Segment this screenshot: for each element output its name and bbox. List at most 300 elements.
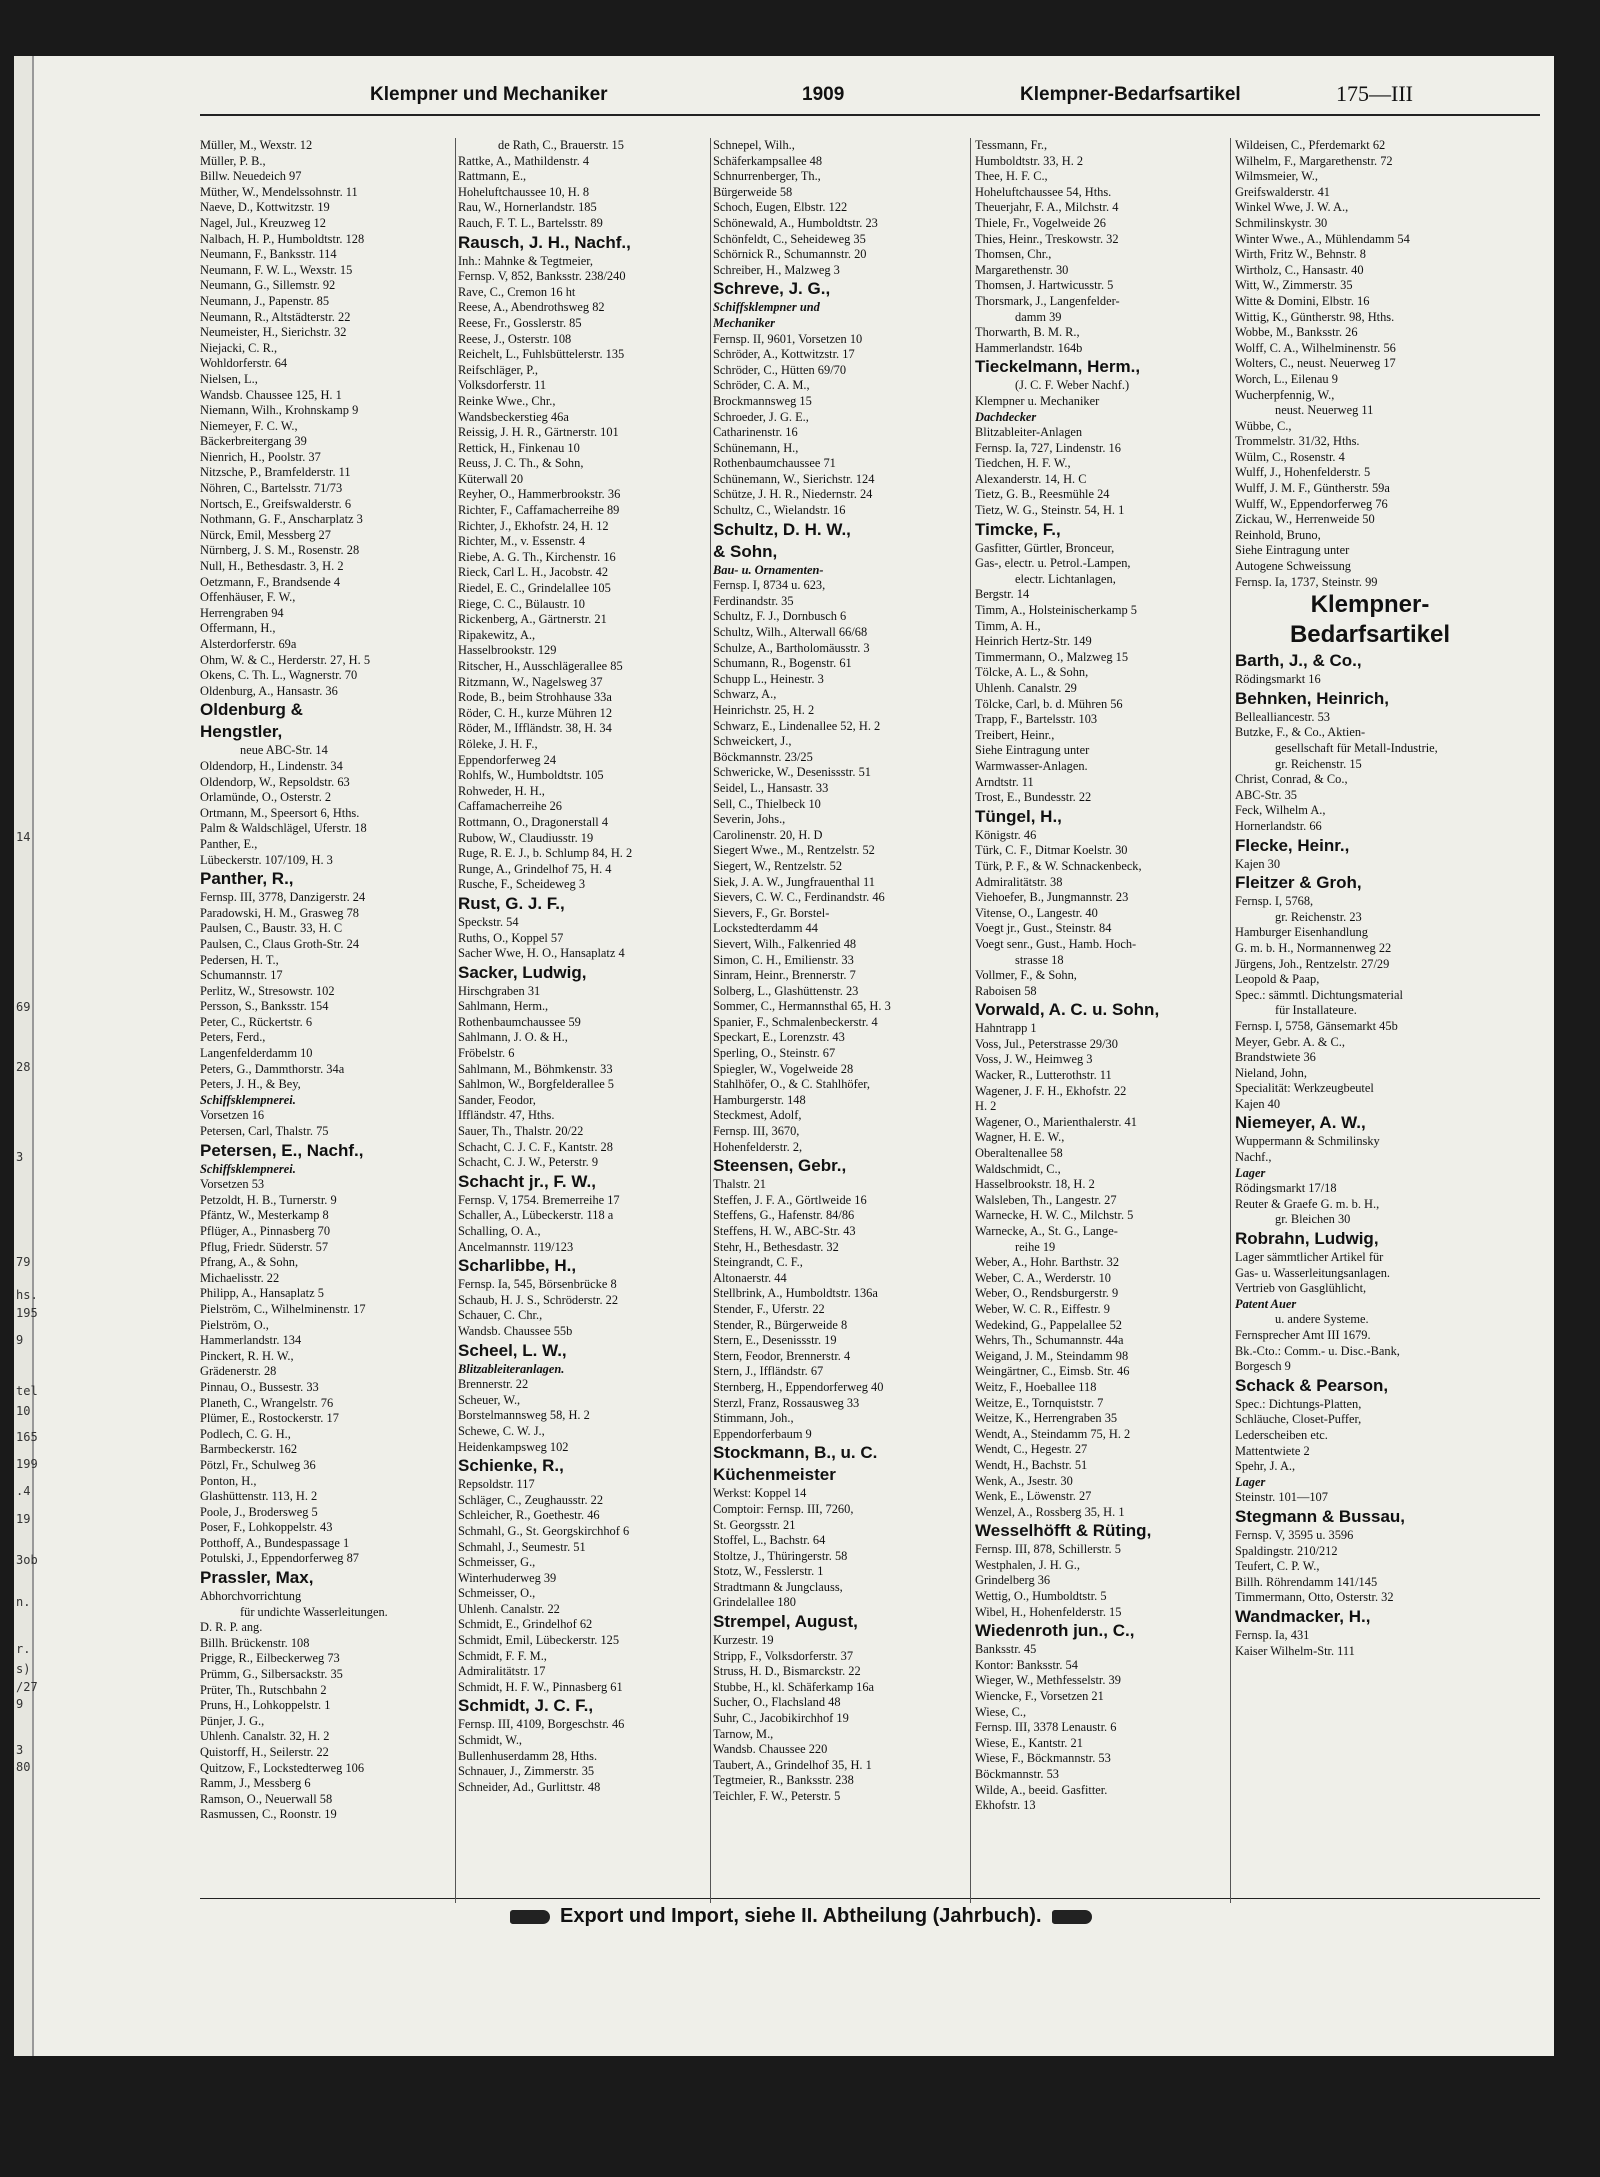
directory-line: Prassler, Max, xyxy=(200,1568,314,1588)
directory-line: Sahlmann, J. O. & H., xyxy=(458,1030,568,1045)
directory-line: Panther, R., xyxy=(200,869,294,889)
directory-line: Schörnick R., Schumannstr. 20 xyxy=(713,247,867,262)
directory-line: Fernsp. Ia, 431 xyxy=(1235,1627,1310,1642)
directory-line: Wilhelm, F., Margarethenstr. 72 xyxy=(1235,153,1393,168)
directory-line: Schmidt, E., Grindelhof 62 xyxy=(458,1617,593,1632)
directory-line: Billw. Neuedeich 97 xyxy=(200,169,302,184)
margin-number: 3 xyxy=(16,1150,24,1164)
margin-number: 14 xyxy=(16,830,31,844)
directory-line: Wulff, J., Hohenfelderstr. 5 xyxy=(1235,465,1371,480)
directory-line: Neumann, R., Altstädterstr. 22 xyxy=(200,309,351,324)
directory-line: Reissig, J. H. R., Gärtnerstr. 101 xyxy=(458,425,619,440)
directory-line: Sterzl, Franz, Rossausweg 33 xyxy=(713,1395,860,1410)
directory-line: Rothenbaumchaussee 59 xyxy=(458,1014,581,1029)
directory-line: Strempel, August, xyxy=(713,1612,858,1632)
directory-line: Theuerjahr, F. A., Milchstr. 4 xyxy=(975,200,1119,215)
directory-line: Wirth, Fritz W., Behnstr. 8 xyxy=(1235,247,1366,262)
directory-line: Wagener, O., Marienthalerstr. 41 xyxy=(975,1114,1137,1129)
directory-line: Trommelstr. 31/32, Hths. xyxy=(1235,434,1360,449)
directory-line: Greifswalderstr. 41 xyxy=(1235,184,1330,199)
directory-line: Richter, J., Ekhofstr. 24, H. 12 xyxy=(458,518,609,533)
directory-line: Stern, J., Iffländstr. 67 xyxy=(713,1364,824,1379)
directory-line: Jürgens, Joh., Rentzelstr. 27/29 xyxy=(1235,956,1390,971)
directory-line: Autogene Schweissung xyxy=(1235,559,1351,574)
directory-line: Speckstr. 54 xyxy=(458,914,519,929)
directory-line: Stahlhöfer, O., & C. Stahlhöfer, xyxy=(713,1077,870,1092)
directory-line: Hoheluftchaussee 54, Hths. xyxy=(975,184,1112,199)
pointing-hand-icon xyxy=(1052,1910,1092,1924)
directory-line: Bellealliancestr. 53 xyxy=(1235,709,1330,724)
directory-line: Schütze, J. H. R., Niedernstr. 24 xyxy=(713,487,873,502)
directory-line: Sievers, C. W. C., Ferdinandstr. 46 xyxy=(713,890,885,905)
directory-line: Wacker, R., Lutterothstr. 11 xyxy=(975,1068,1112,1083)
directory-line: Müller, M., Wexstr. 12 xyxy=(200,138,313,152)
directory-line: Schröder, C., Hütten 69/70 xyxy=(713,362,847,377)
directory-line: Voss, J. W., Heimweg 3 xyxy=(975,1052,1093,1067)
directory-line: Taubert, A., Grindelhof 35, H. 1 xyxy=(713,1757,872,1772)
directory-line: Rohlfs, W., Humboldtstr. 105 xyxy=(458,768,604,783)
directory-line: Hasselbrookstr. 129 xyxy=(458,643,557,658)
directory-line: Oberaltenallee 58 xyxy=(975,1146,1063,1161)
header-left-title: Klempner und Mechaniker xyxy=(370,84,608,105)
directory-line: Lager xyxy=(1235,1474,1266,1489)
directory-line: Suhr, C., Jacobikirchhof 19 xyxy=(713,1711,849,1726)
directory-line: Oetzmann, F., Brandsende 4 xyxy=(200,574,341,589)
directory-line: damm 39 xyxy=(1015,309,1062,324)
directory-line: Michaelisstr. 22 xyxy=(200,1270,280,1285)
directory-line: Grindelallee 180 xyxy=(713,1595,796,1610)
directory-line: Schumannstr. 17 xyxy=(200,968,283,983)
directory-line: Timmermann, O., Malzweg 15 xyxy=(975,649,1129,664)
directory-line: Paulsen, C., Baustr. 33, H. C xyxy=(200,921,343,936)
directory-line: Naeve, D., Kottwitzstr. 19 xyxy=(200,200,330,215)
directory-line: Gas-, electr. u. Petrol.-Lampen, xyxy=(975,556,1131,571)
directory-line: Pünjer, J. G., xyxy=(200,1713,265,1728)
directory-line: Timcke, F., xyxy=(975,519,1061,539)
directory-line: Tietz, W. G., Steinstr. 54, H. 1 xyxy=(975,503,1125,518)
directory-line: Schröder, C. A. M., xyxy=(713,378,810,393)
directory-line: Spec.: Dichtungs-Platten, xyxy=(1235,1396,1362,1411)
directory-line: Wittig, K., Güntherstr. 98, Hths. xyxy=(1235,309,1395,324)
directory-line: Fernsp. I, 5758, Gänsemarkt 45b xyxy=(1235,1018,1398,1033)
directory-line: Billh. Brückenstr. 108 xyxy=(200,1635,310,1650)
directory-line: Nagel, Jul., Kreuzweg 12 xyxy=(200,215,326,230)
directory-line: Fernsp. III, 3778, Danzigerstr. 24 xyxy=(200,890,366,905)
directory-line: Ruge, R. E. J., b. Schlump 84, H. 2 xyxy=(458,846,633,861)
directory-line: Schauer, C. Chr., xyxy=(458,1308,543,1323)
directory-line: Bk.-Cto.: Comm.- u. Disc.-Bank, xyxy=(1235,1343,1400,1358)
directory-line: Ripakewitz, A., xyxy=(458,627,536,642)
directory-line: Sucher, O., Flachsland 48 xyxy=(713,1695,841,1710)
directory-line: G. m. b. H., Normannenweg 22 xyxy=(1235,940,1392,955)
directory-line: neue ABC-Str. 14 xyxy=(240,743,328,758)
directory-line: Wagner, H. E. W., xyxy=(975,1130,1065,1145)
directory-line: Stehr, H., Bethesdastr. 32 xyxy=(713,1239,839,1254)
directory-line: Westphalen, J. H. G., xyxy=(975,1557,1080,1572)
footer-text: Export und Import, siehe II. Abtheilung (Jahrbuch). xyxy=(560,1905,1042,1927)
directory-line: Reichelt, L., Fuhlsbüttelerstr. 135 xyxy=(458,347,625,362)
directory-line: Dachdecker xyxy=(975,409,1037,424)
directory-line: Peter, C., Rückertstr. 6 xyxy=(200,1014,313,1029)
directory-line: Timm, A., Holsteinischerkamp 5 xyxy=(975,603,1137,618)
directory-line: Thiele, Fr., Vogelweide 26 xyxy=(975,215,1107,230)
directory-line: Banksstr. 45 xyxy=(975,1642,1037,1657)
directory-line: Okens, C. Th. L., Wagnerstr. 70 xyxy=(200,668,358,683)
directory-line: Wettig, O., Humboldtstr. 5 xyxy=(975,1589,1107,1604)
directory-line: Lockstedterdamm 44 xyxy=(713,921,818,936)
margin-number: 28 xyxy=(16,1060,31,1074)
directory-line: Hammerlandstr. 164b xyxy=(975,340,1083,355)
directory-line: Oldendorp, H., Lindenstr. 34 xyxy=(200,758,343,773)
directory-line: Fleitzer & Groh, xyxy=(1235,873,1362,893)
directory-line: Witt, W., Zimmerstr. 35 xyxy=(1235,278,1353,293)
directory-line: Schmidt, F. F. M., xyxy=(458,1648,547,1663)
directory-line: Kurzestr. 19 xyxy=(713,1633,774,1648)
directory-line: Winter Wwe., A., Mühlendamm 54 xyxy=(1235,231,1410,246)
margin-number: 199 xyxy=(16,1457,38,1471)
directory-line: Ramm, J., Messberg 6 xyxy=(200,1776,311,1791)
directory-line: Schnepel, Wilh., xyxy=(713,138,795,152)
directory-line: Schröder, A., Kottwitzstr. 17 xyxy=(713,347,855,362)
directory-line: Rubow, W., Claudiusstr. 19 xyxy=(458,830,594,845)
directory-line: Rausch, J. H., Nachf., xyxy=(458,232,631,252)
directory-line: Rattmann, E., xyxy=(458,169,527,184)
directory-line: Treibert, Heinr., xyxy=(975,727,1055,742)
column-2 xyxy=(458,138,708,1795)
directory-line: Hohenfelderstr. 2, xyxy=(713,1139,803,1154)
directory-line: Trost, E., Bundesstr. 22 xyxy=(975,790,1092,805)
directory-line: Sahlmann, M., Böhmkenstr. 33 xyxy=(458,1061,613,1076)
directory-line: Vitense, O., Langestr. 40 xyxy=(975,905,1098,920)
margin-number: 165 xyxy=(16,1430,38,1444)
directory-line: Warnecke, A., St. G., Lange- xyxy=(975,1224,1118,1238)
directory-line: neust. Neuerweg 11 xyxy=(1275,403,1374,418)
directory-line: Wandsb. Chaussee 55b xyxy=(458,1323,573,1338)
directory-line: Thorsmark, J., Langenfelder- xyxy=(975,293,1120,308)
directory-line: Comptoir: Fernsp. III, 7260, xyxy=(713,1501,854,1516)
directory-line: Spiegler, W., Vogelweide 28 xyxy=(713,1061,854,1076)
directory-line: Rauch, F. T. L., Bartelsstr. 89 xyxy=(458,215,603,230)
directory-line: Potthoff, A., Bundespassage 1 xyxy=(200,1535,350,1550)
directory-line: Küterwall 20 xyxy=(458,471,524,486)
directory-line: Wibel, H., Hohenfelderstr. 15 xyxy=(975,1604,1122,1619)
directory-line: Wilde, A., beeid. Gasfitter. xyxy=(975,1782,1108,1797)
directory-line: Steingrandt, C. F., xyxy=(713,1255,803,1270)
directory-line: Riege, C. C., Bülaustr. 10 xyxy=(458,596,586,611)
directory-line: Weigand, J. M., Steindamm 98 xyxy=(975,1348,1129,1363)
directory-line: Butzke, F., & Co., Aktien- xyxy=(1235,725,1366,740)
directory-line: Schwericke, W., Desenissstr. 51 xyxy=(713,765,871,780)
directory-line: Sander, Feodor, xyxy=(458,1092,536,1107)
directory-line: Kaiser Wilhelm-Str. 111 xyxy=(1235,1643,1355,1658)
directory-line: Klempner- xyxy=(1310,591,1430,619)
directory-line: Reuter & Graefe G. m. b. H., xyxy=(1235,1196,1380,1211)
directory-line: Werkst: Koppel 14 xyxy=(713,1486,807,1501)
directory-line: Thorwarth, B. M. R., xyxy=(975,325,1080,340)
directory-line: Panther, E., xyxy=(200,836,258,851)
directory-line: Wagener, J. F. H., Ekhofstr. 22 xyxy=(975,1083,1127,1098)
directory-line: Fröbelstr. 6 xyxy=(458,1046,515,1061)
directory-line: Fernsp. I, 8734 u. 623, xyxy=(713,578,826,593)
directory-line: Teichler, F. W., Peterstr. 5 xyxy=(713,1789,841,1803)
directory-line: Fernsprecher Amt III 1679. xyxy=(1235,1328,1371,1342)
directory-line: Eppendorferbaum 9 xyxy=(713,1426,812,1441)
directory-line: Sahlmon, W., Borgfelderallee 5 xyxy=(458,1077,615,1092)
directory-line: Wendt, A., Steindamm 75, H. 2 xyxy=(975,1426,1131,1441)
directory-line: electr. Lichtanlagen, xyxy=(1015,571,1116,586)
directory-line: Schönewald, A., Humboldtstr. 23 xyxy=(713,215,878,230)
directory-line: Hammerlandstr. 134 xyxy=(200,1333,302,1348)
directory-line: Wübbe, C., xyxy=(1235,418,1292,433)
directory-line: Weber, O., Rendsburgerstr. 9 xyxy=(975,1286,1119,1301)
directory-line: Weber, C. A., Werderstr. 10 xyxy=(975,1270,1111,1285)
footer-rule xyxy=(200,1898,1540,1899)
directory-line: Röder, M., Iffländstr. 38, H. 34 xyxy=(458,721,612,736)
directory-line: Wesselhöfft & Rüting, xyxy=(975,1521,1152,1541)
directory-line: Tiedchen, H. F. W., xyxy=(975,456,1071,471)
directory-line: Tegtmeier, R., Banksstr. 238 xyxy=(713,1773,854,1788)
directory-line: Billh. Röhrendamm 141/145 xyxy=(1235,1574,1378,1589)
directory-line: Sievert, Wilh., Falkenried 48 xyxy=(713,936,857,951)
directory-line: Gas- u. Wasserleitungsanlagen. xyxy=(1235,1265,1390,1280)
directory-line: Ramson, O., Neuerwall 58 xyxy=(200,1791,333,1806)
directory-line: Wülm, C., Rosenstr. 4 xyxy=(1235,449,1345,464)
directory-line: Müther, W., Mendelssohnstr. 11 xyxy=(200,184,358,199)
directory-line: Tölcke, Carl, b. d. Mühren 56 xyxy=(975,696,1123,711)
directory-line: Christ, Conrad, & Co., xyxy=(1235,772,1348,787)
directory-line: Kontor: Banksstr. 54 xyxy=(975,1657,1078,1672)
directory-line: Heinrichstr. 25, H. 2 xyxy=(713,703,815,717)
margin-number: 3 xyxy=(16,1743,24,1757)
directory-line: Thies, Heinr., Treskowstr. 32 xyxy=(975,231,1119,246)
directory-line: Catharinenstr. 16 xyxy=(713,425,798,440)
directory-line: Tölcke, A. L., & Sohn, xyxy=(975,665,1089,680)
directory-line: Nöhren, C., Bartelsstr. 71/73 xyxy=(200,481,343,496)
directory-line: Vorwald, A. C. u. Sohn, xyxy=(975,1000,1160,1020)
directory-line: Sperling, O., Steinstr. 67 xyxy=(713,1046,836,1061)
directory-line: Weber, A., Hohr. Barthstr. 32 xyxy=(975,1255,1120,1270)
margin-number: 9 xyxy=(16,1697,24,1711)
directory-line: Grindelberg 36 xyxy=(975,1573,1051,1588)
directory-line: Severin, Johs., xyxy=(713,812,786,827)
directory-line: Rusche, F., Scheideweg 3 xyxy=(458,877,586,892)
directory-line: Simon, C. H., Emilienstr. 33 xyxy=(713,952,854,967)
directory-line: Offermann, H., xyxy=(200,621,276,636)
directory-line: Sell, C., Thielbeck 10 xyxy=(713,796,821,811)
directory-line: Oldendorp, W., Repsoldstr. 63 xyxy=(200,774,350,789)
directory-line: Schmahl, J., Seumestr. 51 xyxy=(458,1539,586,1554)
directory-line: Pielström, O., xyxy=(200,1317,269,1332)
directory-line: Thomsen, Chr., xyxy=(975,247,1052,262)
footer-note xyxy=(500,1905,1200,1928)
directory-line: Bau- u. Ornamenten- xyxy=(713,562,824,577)
directory-line: Schmeisser, O., xyxy=(458,1586,536,1601)
directory-line: Niemann, Wilh., Krohnskamp 9 xyxy=(200,403,359,418)
directory-line: Wulff, J. M. F., Güntherstr. 59a xyxy=(1235,481,1390,496)
directory-line: Schaub, H. J. S., Schröderstr. 22 xyxy=(458,1292,619,1307)
directory-line: Stockmann, B., u. C. xyxy=(713,1443,878,1463)
directory-line: Iffländstr. 47, Hths. xyxy=(458,1108,555,1123)
directory-line: Carolinenstr. 20, H. D xyxy=(713,827,823,842)
directory-line: Pinnau, O., Bussestr. 33 xyxy=(200,1379,319,1394)
column-1 xyxy=(200,138,450,1823)
directory-line: Klempner u. Mechaniker xyxy=(975,393,1100,408)
directory-line: Wirtholz, C., Hansastr. 40 xyxy=(1235,262,1364,277)
directory-line: Viehoefer, B., Jungmannstr. 23 xyxy=(975,890,1129,905)
margin-number: s) xyxy=(16,1662,31,1676)
directory-line: Stimmann, Joh., xyxy=(713,1411,794,1426)
directory-line: Wiese, C., xyxy=(975,1704,1027,1719)
directory-line: gr. Bleichen 30 xyxy=(1275,1212,1351,1227)
directory-line: Richter, M., v. Essenstr. 4 xyxy=(458,534,586,549)
column-3 xyxy=(713,138,963,1805)
column-divider xyxy=(970,138,971,1903)
directory-line: Pflug, Friedr. Süderstr. 57 xyxy=(200,1239,329,1254)
directory-line: Margarethenstr. 30 xyxy=(975,262,1069,277)
directory-line: Meyer, Gebr. A. & C., xyxy=(1235,1034,1345,1049)
directory-line: reihe 19 xyxy=(1015,1239,1056,1254)
directory-line: Tarnow, M., xyxy=(713,1726,774,1741)
directory-line: Sauer, Th., Thalstr. 20/22 xyxy=(458,1124,584,1139)
directory-line: Sinram, Heinr., Brennerstr. 7 xyxy=(713,968,856,983)
directory-line: Wehrs, Th., Schumannstr. 44a xyxy=(975,1333,1124,1348)
directory-line: Schmidt, W., xyxy=(458,1733,523,1748)
directory-line: Wildeisen, C., Pferdemarkt 62 xyxy=(1235,138,1386,152)
directory-line: Seidel, L., Hansastr. 33 xyxy=(713,780,829,795)
directory-line: Borgesch 9 xyxy=(1235,1359,1291,1374)
directory-line: Ferdinandstr. 35 xyxy=(713,593,794,608)
directory-line: Brennerstr. 22 xyxy=(458,1377,529,1392)
directory-line: Steinstr. 101—107 xyxy=(1235,1490,1328,1505)
column-divider xyxy=(1230,138,1231,1903)
directory-line: Schultz, F. J., Dornbusch 6 xyxy=(713,609,847,624)
directory-line: Pfrang, A., & Sohn, xyxy=(200,1255,299,1270)
directory-line: Weitze, K., Herrengraben 35 xyxy=(975,1411,1118,1426)
directory-line: Wandmacker, H., xyxy=(1235,1606,1371,1626)
directory-line: Flecke, Heinr., xyxy=(1235,835,1350,855)
directory-line: Persson, S., Banksstr. 154 xyxy=(200,999,329,1014)
directory-line: Steffens, G., Hafenstr. 84/86 xyxy=(713,1208,855,1223)
margin-number: 19 xyxy=(16,1512,31,1526)
directory-line: Barmbeckerstr. 162 xyxy=(200,1442,298,1457)
directory-line: Stellbrink, A., Humboldtstr. 136a xyxy=(713,1286,878,1301)
directory-line: Brockmannsweg 15 xyxy=(713,393,812,408)
directory-line: Schack & Pearson, xyxy=(1235,1375,1389,1395)
directory-line: Lager sämmtlicher Artikel für xyxy=(1235,1250,1384,1265)
directory-line: Spanier, F., Schmalenbeckerstr. 4 xyxy=(713,1014,878,1029)
directory-line: Fernsp. III, 3670, xyxy=(713,1124,800,1139)
directory-line: Hamburgerstr. 148 xyxy=(713,1092,806,1107)
directory-line: Wiedenroth jun., C., xyxy=(975,1621,1135,1641)
previous-page-edge xyxy=(14,56,38,2056)
directory-line: Nienrich, H., Poolstr. 37 xyxy=(200,449,321,464)
directory-line: Röder, C. H., kurze Mühren 12 xyxy=(458,705,613,720)
pointing-hand-icon xyxy=(510,1910,550,1924)
directory-line: Schmilinskystr. 30 xyxy=(1235,215,1328,230)
directory-line: Stradtmann & Jungclauss, xyxy=(713,1579,843,1594)
directory-line: Borstelmannsweg 58, H. 2 xyxy=(458,1408,590,1423)
directory-line: Reinhold, Bruno, xyxy=(1235,527,1321,542)
directory-line: Schmidt, Emil, Lübeckerstr. 125 xyxy=(458,1633,620,1648)
directory-line: Speckart, E., Lorenzstr. 43 xyxy=(713,1030,845,1045)
directory-line: Fernsp. Ia, 1737, Steinstr. 99 xyxy=(1235,574,1378,589)
margin-number: hs. xyxy=(16,1288,38,1302)
margin-number: 195 xyxy=(16,1306,38,1320)
directory-line: Blitzableiter-Anlagen xyxy=(975,425,1083,440)
directory-line: Nürck, Emil, Messberg 27 xyxy=(200,527,331,542)
directory-line: Herrengraben 94 xyxy=(200,605,284,620)
directory-line: Quitzow, F., Lockstedterweg 106 xyxy=(200,1760,365,1775)
directory-line: Wohldorferstr. 64 xyxy=(200,356,288,371)
directory-line: Spaldingstr. 210/212 xyxy=(1235,1543,1338,1558)
margin-number: 9 xyxy=(16,1333,24,1347)
directory-line: Reese, Fr., Gosslerstr. 85 xyxy=(458,315,582,330)
directory-line: Wedekind, G., Pappelallee 52 xyxy=(975,1317,1122,1332)
directory-line: Wolters, C., neust. Neuerweg 17 xyxy=(1235,356,1396,371)
directory-line: Mechaniker xyxy=(713,315,775,330)
directory-line: Peters, J. H., & Bey, xyxy=(200,1077,301,1092)
directory-line: Scharlibbe, H., xyxy=(458,1256,577,1276)
directory-line: Nachf., xyxy=(1235,1150,1272,1165)
directory-line: Voegt senr., Gust., Hamb. Hoch- xyxy=(975,936,1137,951)
margin-number: 3ob xyxy=(16,1553,38,1567)
margin-numbers xyxy=(16,56,36,2056)
column-4 xyxy=(975,138,1225,1814)
directory-line: Böckmannstr. 23/25 xyxy=(713,749,813,764)
directory-line: Ekhofstr. 13 xyxy=(975,1798,1036,1813)
directory-line: Behnken, Heinrich, xyxy=(1235,688,1389,708)
directory-line: Rust, G. J. F., xyxy=(458,893,565,913)
directory-line: Niemeyer, F. C. W., xyxy=(200,418,298,433)
directory-line: Podlech, C. G. H., xyxy=(200,1426,291,1441)
directory-line: Schiffsklempner und xyxy=(713,300,820,315)
directory-line: Reese, J., Osterstr. 108 xyxy=(458,331,572,346)
directory-line: Reifschläger, P., xyxy=(458,362,539,377)
margin-number: tel xyxy=(16,1384,38,1398)
directory-line: Schoch, Eugen, Elbstr. 122 xyxy=(713,200,848,215)
directory-line: gr. Reichenstr. 15 xyxy=(1275,756,1362,771)
directory-line: Hamburger Eisenhandlung xyxy=(1235,925,1368,940)
directory-line: Sacker, Ludwig, xyxy=(458,962,587,982)
directory-line: Rödingsmarkt 16 xyxy=(1235,672,1321,687)
directory-line: Vorsetzen 16 xyxy=(200,1108,265,1123)
directory-line: Stoltze, J., Thüringerstr. 58 xyxy=(713,1548,848,1563)
directory-line: Winkel Wwe, J. W. A., xyxy=(1235,200,1349,215)
directory-line: Petersen, E., Nachf., xyxy=(200,1140,364,1160)
directory-line: Rohweder, H. H., xyxy=(458,783,545,798)
column-divider xyxy=(455,138,456,1903)
directory-line: Glashüttenstr. 113, H. 2 xyxy=(200,1489,318,1504)
directory-line: Uhlenh. Canalstr. 29 xyxy=(975,681,1077,695)
margin-number: .4 xyxy=(16,1484,31,1498)
directory-line: Nortsch, E., Greifswalderstr. 6 xyxy=(200,496,352,511)
directory-line: Perlitz, W., Stresowstr. 102 xyxy=(200,983,335,998)
directory-line: Wendt, H., Bachstr. 51 xyxy=(975,1457,1088,1472)
directory-line: Wobbe, M., Banksstr. 26 xyxy=(1235,325,1358,340)
directory-line: Alexanderstr. 14, H. C xyxy=(975,471,1087,486)
directory-line: Schalling, O. A., xyxy=(458,1224,541,1238)
directory-line: St. Georgsstr. 21 xyxy=(713,1517,796,1532)
directory-line: Hasselbrookstr. 18, H. 2 xyxy=(975,1177,1095,1192)
directory-line: Lager xyxy=(1235,1165,1266,1180)
directory-line: Repsoldstr. 117 xyxy=(458,1477,535,1492)
directory-line: Brandstwiete 36 xyxy=(1235,1050,1316,1065)
directory-line: Riedel, E. C., Grindelallee 105 xyxy=(458,581,611,596)
directory-line: & Sohn, xyxy=(713,541,778,561)
directory-line: Timmermann, Otto, Osterstr. 32 xyxy=(1235,1590,1394,1605)
directory-line: Schultz, Wilh., Alterwall 66/68 xyxy=(713,625,868,640)
directory-line: Alsterdorferstr. 69a xyxy=(200,637,297,651)
